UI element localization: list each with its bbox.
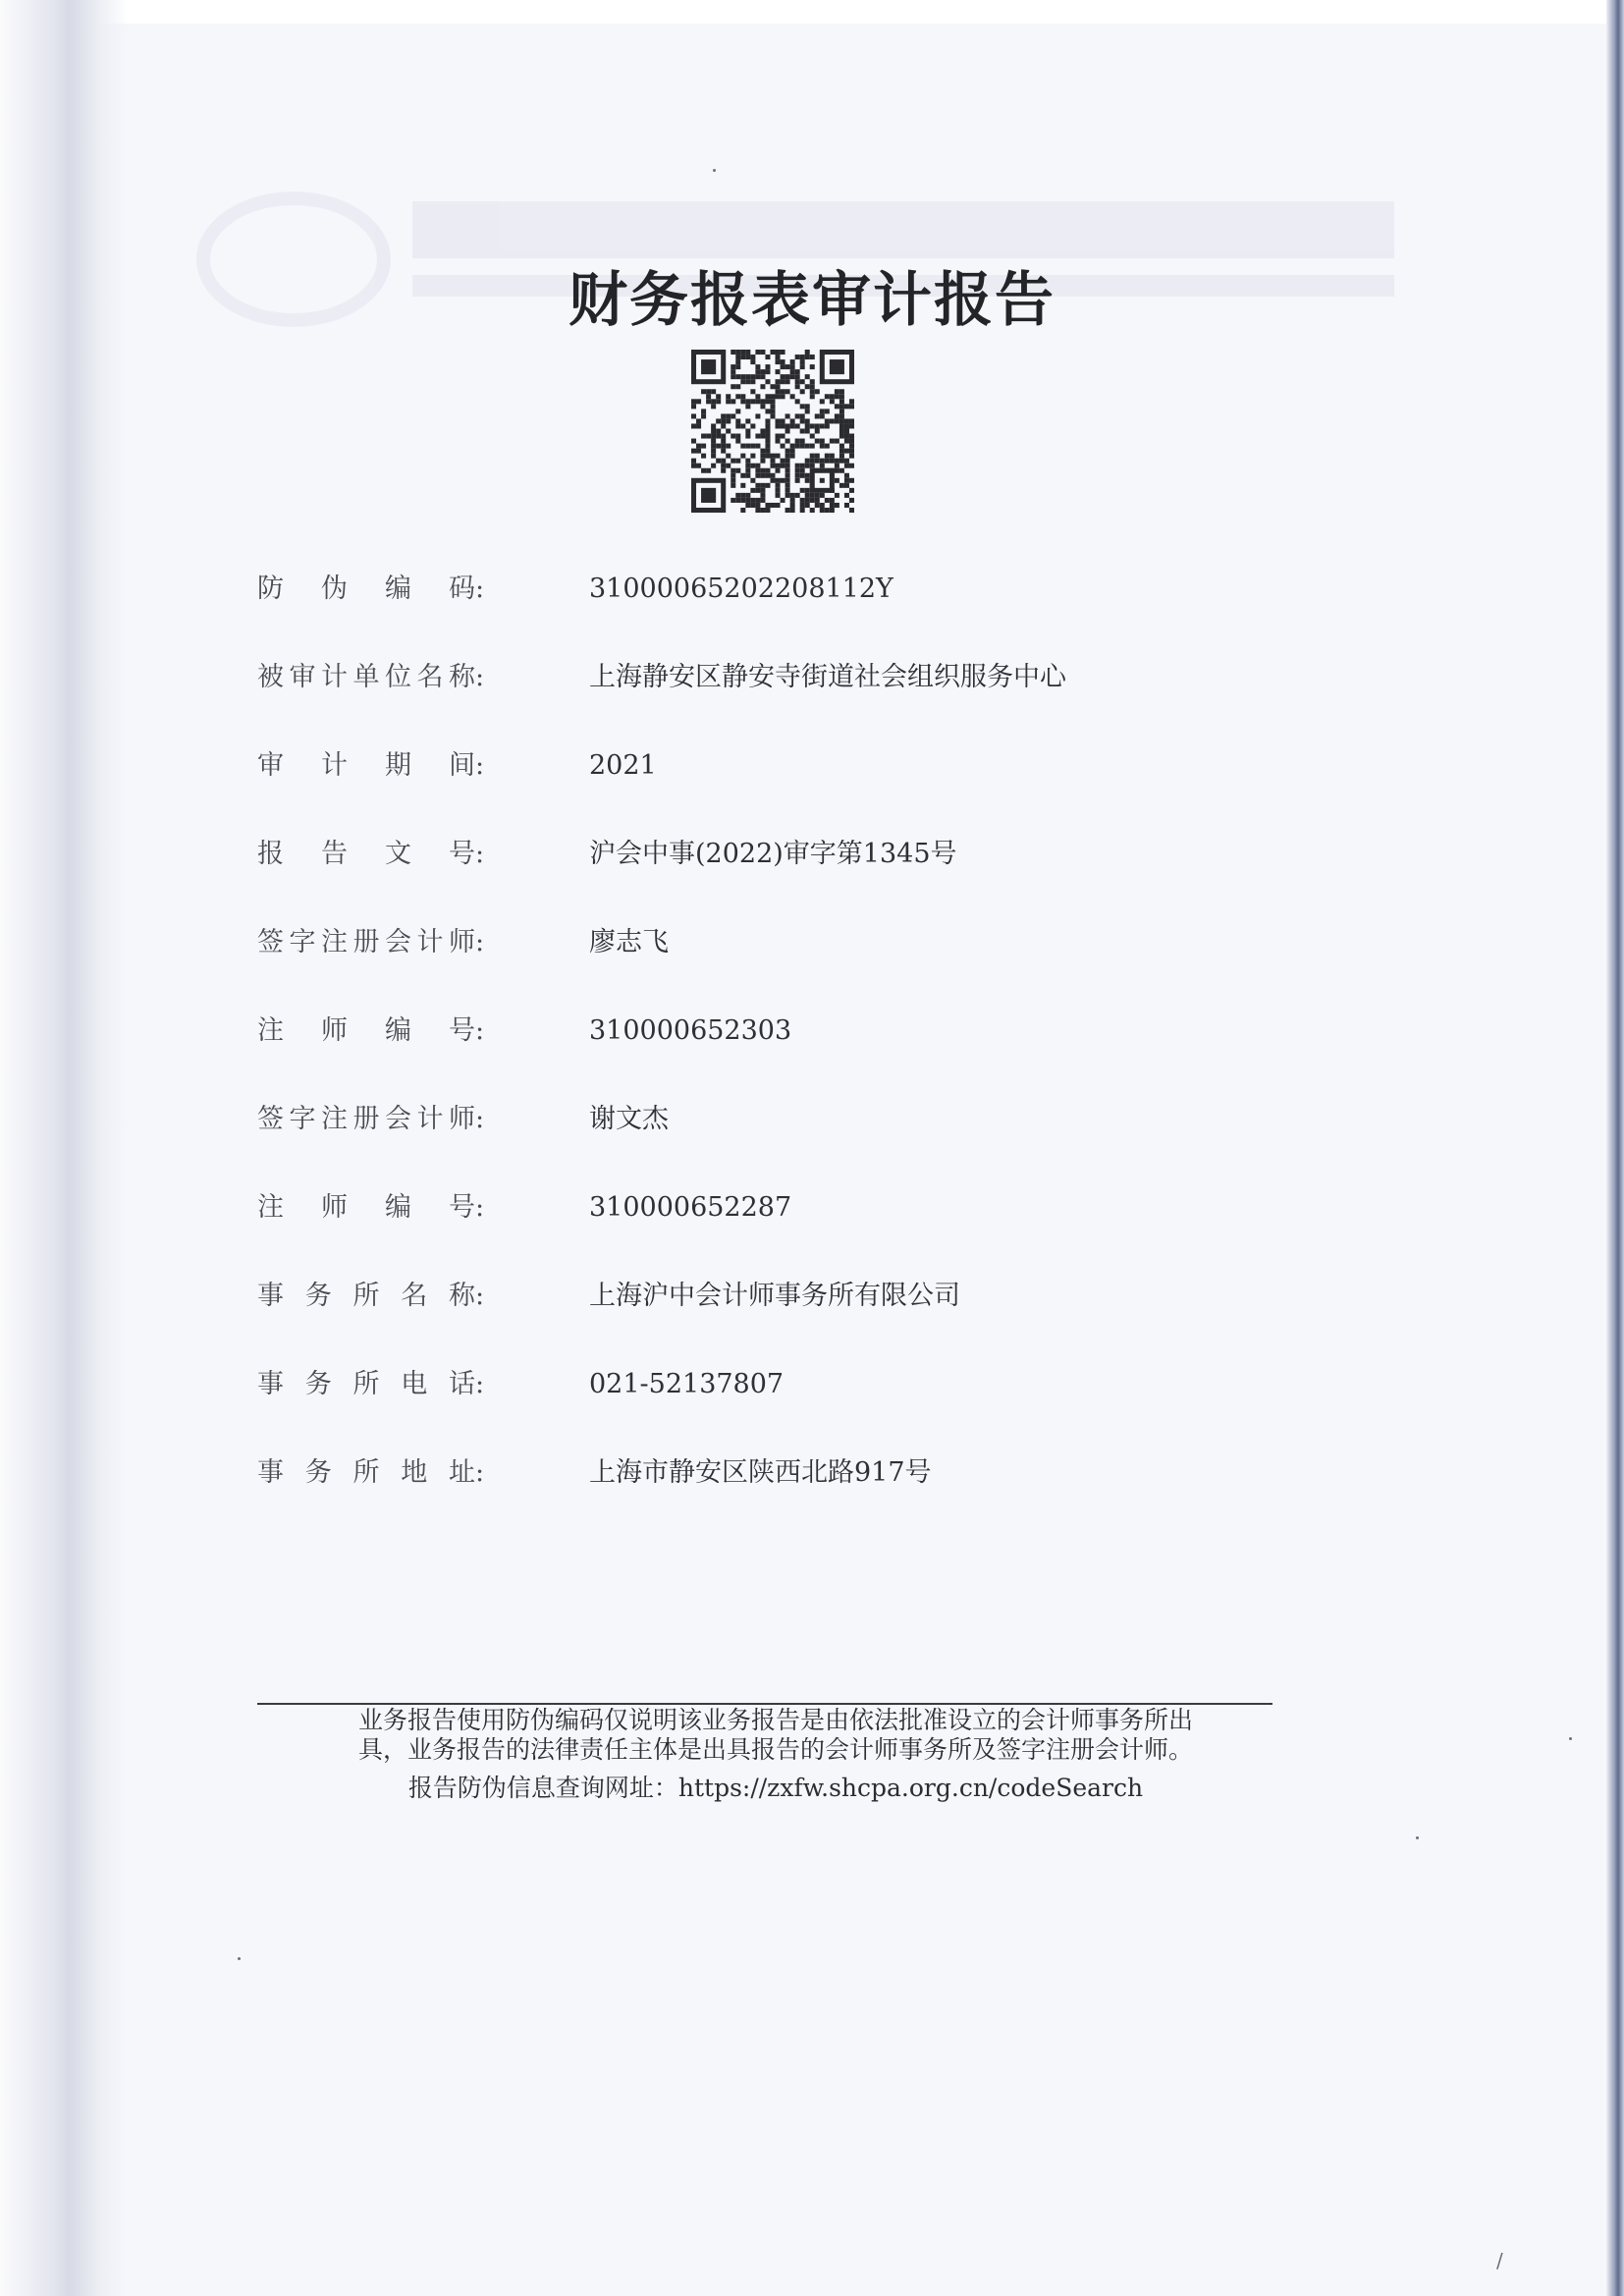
field-colon: : [475, 839, 485, 869]
page-edge [1606, 0, 1624, 2296]
qr-icon [691, 350, 854, 513]
field-colon: : [475, 662, 485, 692]
field-colon: : [475, 574, 485, 604]
field-label: 签字注册会计师 [257, 1104, 475, 1134]
footer-notice-line-1: 业务报告使用防伪编码仅说明该业务报告是由依法批准设立的会计师事务所出 [357, 1706, 1193, 1734]
field-value: 上海市静安区陕西北路917号 [589, 1457, 932, 1488]
field-colon: : [475, 1457, 485, 1488]
verification-qr-code[interactable] [691, 350, 854, 513]
field-value: 沪会中事(2022)审字第1345号 [589, 839, 957, 869]
field-label: 签字注册会计师 [257, 927, 475, 957]
field-colon: : [475, 1369, 485, 1399]
field-label: 注师编号 [257, 1192, 475, 1223]
field-value: 廖志飞 [589, 927, 669, 957]
field-value: 上海静安区静安寺街道社会组织服务中心 [589, 662, 1066, 692]
field-row-cpa-number-2 [257, 1186, 1435, 1230]
scan-speck [1569, 1737, 1572, 1740]
field-row-anti-counterfeit-code [257, 568, 1435, 611]
field-label: 注师编号 [257, 1015, 475, 1046]
field-row-report-number [257, 833, 1435, 876]
scan-speck [1416, 1836, 1419, 1839]
field-colon: : [475, 750, 485, 781]
page-title: 财务报表审计报告 [568, 266, 1056, 335]
field-row-audited-entity [257, 656, 1435, 699]
field-label: 审计期间 [257, 750, 475, 781]
field-label: 被审计单位名称 [257, 662, 475, 692]
field-value: 谢文杰 [589, 1104, 669, 1134]
field-label: 事务所地址 [257, 1457, 475, 1488]
field-label: 报告文号 [257, 839, 475, 869]
scan-speck [238, 1957, 241, 1960]
field-label: 事务所名称 [257, 1281, 475, 1311]
field-value: 021-52137807 [589, 1369, 785, 1399]
field-label: 防伪编码 [257, 574, 475, 604]
field-label: 事务所电话 [257, 1369, 475, 1399]
field-value: 2021 [589, 750, 657, 781]
binding-shadow [0, 0, 128, 2296]
field-row-firm-address [257, 1451, 1435, 1495]
field-row-cpa-number-1 [257, 1010, 1435, 1053]
footer-verification-url[interactable]: 报告防伪信息查询网址：https://zxfw.shcpa.org.cn/codeSearch [407, 1774, 1144, 1802]
field-colon: : [475, 1104, 485, 1134]
field-row-firm-phone [257, 1363, 1435, 1406]
field-value: 上海沪中会计师事务所有限公司 [589, 1281, 960, 1311]
field-colon: : [475, 927, 485, 957]
footer-notice-line-2: 具，业务报告的法律责任主体是出具报告的会计师事务所及签字注册会计师。 [357, 1735, 1193, 1764]
watermark-firm-name [412, 201, 1394, 258]
field-colon: : [475, 1281, 485, 1311]
field-value: 3100006520220811​2Y [589, 574, 893, 604]
scan-speck [713, 169, 716, 172]
footer-divider [257, 1703, 1272, 1705]
field-colon: : [475, 1015, 485, 1046]
field-value: 310000652287 [589, 1192, 792, 1223]
field-row-signing-cpa-1 [257, 921, 1435, 964]
scan-top-margin [0, 0, 1624, 24]
field-row-firm-name [257, 1275, 1435, 1318]
field-row-signing-cpa-2 [257, 1098, 1435, 1141]
page-mark: / [1496, 2249, 1503, 2272]
field-colon: : [475, 1192, 485, 1223]
field-row-audit-period [257, 744, 1435, 788]
field-value: 310000652303 [589, 1015, 792, 1046]
